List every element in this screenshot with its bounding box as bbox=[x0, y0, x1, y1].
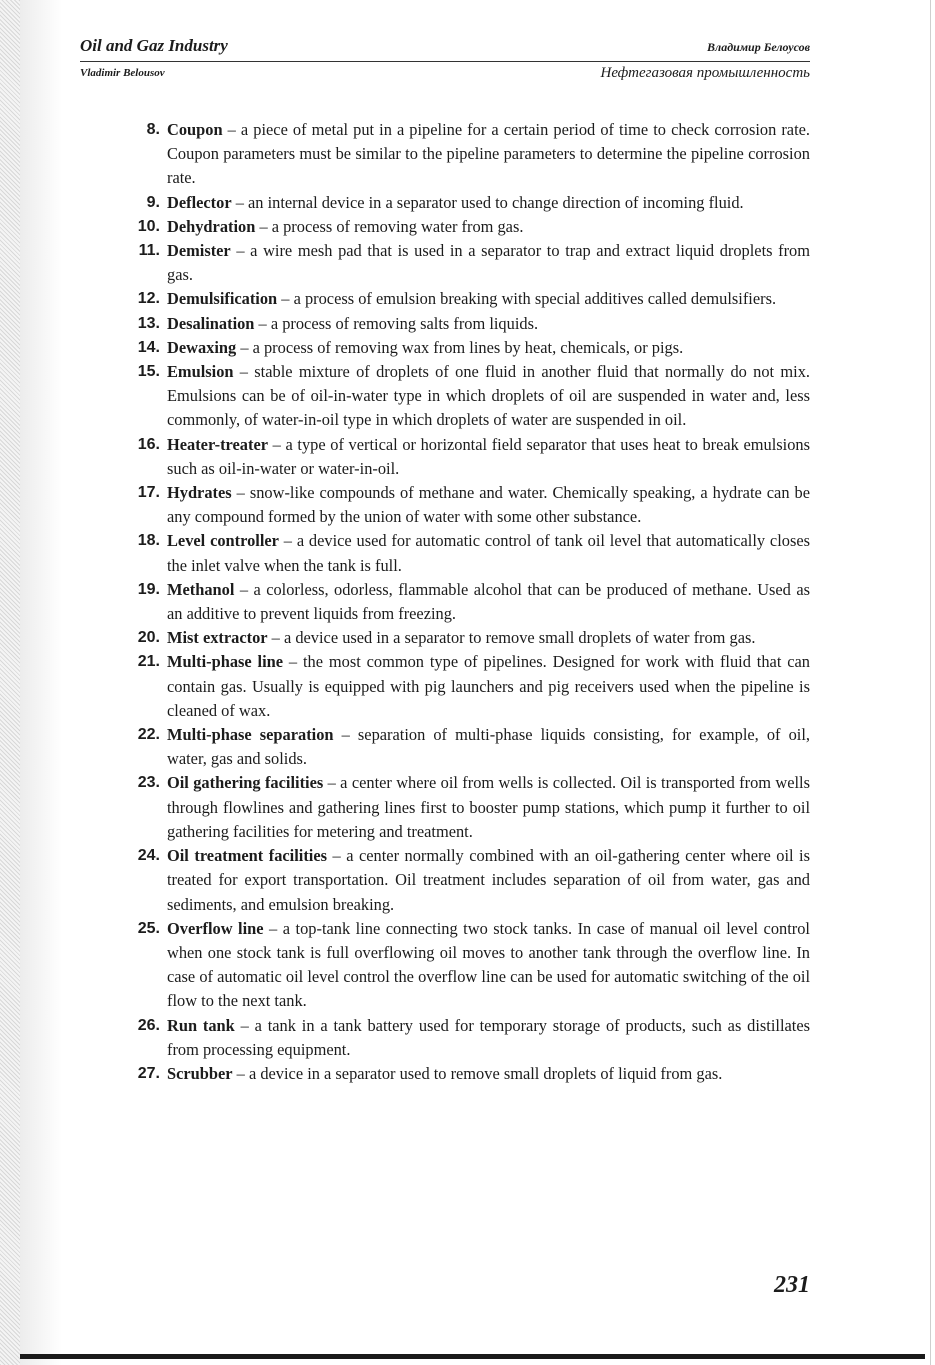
scan-bottom-bar bbox=[20, 1354, 925, 1359]
entry-definition: – a device used in a separator to remove small droplets of water from gas. bbox=[267, 628, 756, 648]
glossary-entry bbox=[118, 239, 810, 287]
entry-number: 8. bbox=[146, 121, 160, 138]
glossary-list bbox=[118, 118, 810, 1086]
header-author-en: Vladimir Belousov bbox=[80, 67, 165, 79]
glossary-entry bbox=[118, 433, 810, 481]
header-book-title-ru: Нефтегазовая промышленность bbox=[600, 65, 810, 81]
glossary-entry bbox=[118, 191, 810, 215]
entry-term: Level controller bbox=[167, 531, 279, 551]
entry-text bbox=[160, 287, 810, 311]
running-header bbox=[80, 36, 810, 89]
glossary-entry bbox=[118, 481, 810, 529]
glossary-entry bbox=[118, 312, 810, 336]
entry-number: 13. bbox=[137, 314, 160, 332]
glossary-entry bbox=[118, 844, 810, 917]
entry-term: Hydrates bbox=[167, 483, 232, 503]
entry-term: Mist extractor bbox=[167, 628, 268, 648]
glossary-entry bbox=[118, 529, 810, 577]
entry-definition: – a tank in a tank battery used for temporary storage of products, such as distillates from processing equipment. bbox=[167, 1015, 810, 1059]
entry-term: Demulsification bbox=[167, 289, 278, 309]
entry-definition: – a top-tank line connecting two stock tanks. In case of manual oil level control when one stock tank is full overflowing oil moves to another tank through the overflow line. In case of automatic oil level control the overflow line can be used for automatic switching of the oil flow to the next tank. bbox=[167, 918, 810, 1011]
glossary-entry bbox=[118, 626, 810, 650]
entry-number: 26. bbox=[137, 1016, 160, 1034]
header-top-row bbox=[80, 36, 810, 60]
entry-definition: – a center where oil from wells is collected. Oil is transported from wells through flowlines and gathering lines first to booster pump stations, which pump it further to oil gathering facilities for metering and treatment. bbox=[167, 773, 810, 841]
entry-term: Oil gathering facilities bbox=[167, 773, 324, 793]
entry-text bbox=[160, 215, 810, 239]
page-right-edge bbox=[930, 0, 931, 1365]
entry-text bbox=[160, 481, 810, 529]
entry-number: 10. bbox=[137, 217, 160, 235]
entry-number: 25. bbox=[137, 919, 160, 937]
entry-term: Run tank bbox=[167, 1015, 235, 1035]
entry-number: 17. bbox=[137, 484, 160, 502]
entry-term: Coupon bbox=[167, 120, 223, 139]
entry-text bbox=[160, 529, 810, 577]
entry-term: Heater-treater bbox=[167, 434, 268, 454]
entry-text bbox=[160, 578, 810, 626]
entry-definition: – a wire mesh pad that is used in a separator to trap and extract liquid droplets from gas. bbox=[167, 241, 810, 285]
header-book-title-en: Oil and Gaz Industry bbox=[80, 36, 228, 55]
entry-number: 11. bbox=[138, 242, 160, 260]
entry-text bbox=[160, 433, 810, 481]
entry-text bbox=[160, 312, 810, 336]
glossary-entry bbox=[118, 336, 810, 360]
entry-number: 16. bbox=[137, 435, 160, 453]
entry-number: 21. bbox=[137, 653, 160, 671]
entry-definition: – the most common type of pipelines. Designed for work with fluid that can contain gas. Usually is equipped with pig launchers and pig receivers used when the pipeline is cleaned of wax. bbox=[167, 652, 810, 720]
glossary-entry bbox=[118, 650, 810, 723]
entry-number: 15. bbox=[137, 363, 160, 381]
entry-term: Desalination bbox=[167, 313, 255, 333]
entry-number: 24. bbox=[137, 847, 160, 865]
entry-term: Methanol bbox=[167, 579, 235, 599]
entry-text bbox=[160, 336, 810, 360]
glossary-entry bbox=[118, 360, 810, 433]
glossary-entry bbox=[118, 723, 810, 771]
scan-shadow-gradient bbox=[20, 0, 62, 1365]
entry-text bbox=[160, 844, 810, 917]
entry-text bbox=[160, 917, 810, 1014]
entry-term: Multi-phase separation bbox=[167, 725, 334, 745]
header-bottom-row bbox=[80, 65, 810, 89]
glossary-entry bbox=[118, 118, 810, 191]
entry-term: Scrubber bbox=[167, 1063, 233, 1083]
glossary-entry bbox=[118, 917, 810, 1014]
entry-term: Multi-phase line bbox=[167, 652, 284, 672]
entry-term: Dehydration bbox=[167, 216, 256, 236]
entry-text bbox=[160, 1014, 810, 1062]
entry-text bbox=[160, 118, 810, 191]
page-number: 231 bbox=[774, 1272, 810, 1298]
entry-definition: – a process of removing water from gas. bbox=[255, 216, 524, 236]
entry-term: Demister bbox=[167, 241, 231, 261]
glossary-entry bbox=[118, 287, 810, 311]
entry-number: 9. bbox=[146, 193, 160, 211]
entry-number: 14. bbox=[137, 338, 160, 356]
entry-text bbox=[160, 360, 810, 433]
entry-definition: – a process of emulsion breaking with special additives called demulsifiers. bbox=[277, 289, 777, 309]
entry-term: Oil treatment facilities bbox=[167, 846, 327, 866]
entry-definition: – a process of removing salts from liquids. bbox=[254, 313, 539, 333]
entry-text bbox=[160, 1062, 810, 1086]
entry-number: 22. bbox=[137, 726, 160, 744]
entry-term: Emulsion bbox=[167, 362, 234, 382]
entry-definition: – a center normally combined with an oil-gathering center where oil is treated for export transportation. Oil treatment includes separation of oil from water, gas and sediments, and emulsion breaking. bbox=[167, 846, 810, 914]
entry-text bbox=[160, 650, 810, 723]
entry-number: 23. bbox=[137, 774, 160, 792]
entry-definition: – a piece of metal put in a pipeline for a certain period of time to check corrosion rate. Coupon parameters must be similar to the pipeline parameters to determine the pipeline corrosion rate. bbox=[167, 120, 810, 188]
glossary-entry bbox=[118, 771, 810, 844]
entry-number: 20. bbox=[137, 629, 160, 647]
glossary-entry bbox=[118, 1014, 810, 1062]
entry-term: Overflow line bbox=[167, 918, 264, 938]
entry-definition: – stable mixture of droplets of one fluid in another fluid that normally do not mix. Emulsions can be of oil-in-water type in which droplets of oil are suspended in water and, less commonly, of water-in-oil type in which droplets of water are suspended in oil. bbox=[167, 362, 810, 430]
header-rule bbox=[80, 61, 810, 62]
glossary-entry bbox=[118, 215, 810, 239]
entry-definition: – a type of vertical or horizontal field separator that uses heat to break emulsions such as oil-in-water or water-in-oil. bbox=[167, 434, 810, 478]
entry-term: Dewaxing bbox=[167, 337, 237, 357]
entry-text bbox=[160, 239, 810, 287]
header-author-ru: Владимир Белоусов bbox=[707, 40, 810, 54]
entry-term: Deflector bbox=[167, 192, 232, 212]
entry-definition: – separation of multi-phase liquids consisting, for example, of oil, water, gas and solids. bbox=[167, 725, 811, 769]
entry-text bbox=[160, 626, 810, 650]
entry-text bbox=[160, 771, 810, 844]
scan-shadow-edge bbox=[0, 0, 20, 1365]
entry-definition: – a device in a separator used to remove small droplets of liquid from gas. bbox=[232, 1063, 723, 1083]
entry-number: 12. bbox=[137, 290, 160, 308]
entry-number: 18. bbox=[137, 532, 160, 550]
entry-definition: – a device used for automatic control of tank oil level that automatically closes the inlet valve when the tank is full. bbox=[167, 531, 810, 575]
entry-text bbox=[160, 191, 810, 215]
entry-number: 27. bbox=[137, 1064, 160, 1082]
entry-definition: – a process of removing wax from lines by heat, chemicals, or pigs. bbox=[236, 337, 684, 357]
glossary-entry bbox=[118, 578, 810, 626]
entry-number: 19. bbox=[137, 580, 160, 598]
entry-text bbox=[160, 723, 810, 771]
glossary-entry bbox=[118, 1062, 810, 1086]
entry-definition: – an internal device in a separator used to change direction of incoming fluid. bbox=[231, 192, 744, 212]
entry-definition: – snow-like compounds of methane and water. Chemically speaking, a hydrate can be any compound formed by the union of water with some other substance. bbox=[167, 483, 810, 527]
entry-definition: – a colorless, odorless, flammable alcohol that can be produced of methane. Used as an additive to prevent liquids from freezing. bbox=[167, 579, 810, 624]
